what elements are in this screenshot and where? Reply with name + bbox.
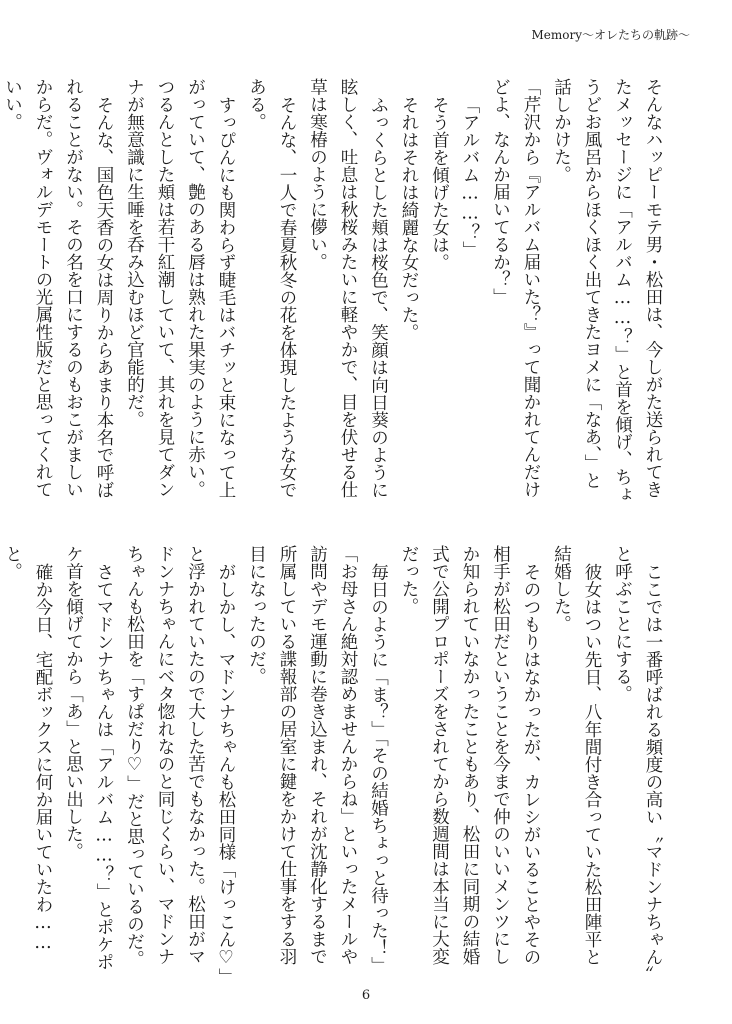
paragraph: そう首を傾げた女は。 xyxy=(429,95,450,271)
paragraph: ここでは一番呼ばれる頻度の高い〝マドンナちゃん〟と呼ぶことにする。 xyxy=(612,545,663,974)
dialogue-line: 「芹沢から『アルバム届いた？』って聞かれてんだけどよ、なんか届いてるか？」 xyxy=(490,78,541,498)
paragraph: 毎日のように「ま？」「その結婚ちょっと待った！」「お母さん絶対認めませんからね」といったメールや訪問やデモ運動に巻き込まれ、それが沈静化するまで所属している諜報部の居室に鍵をかけて仕事をする羽目になったのだ。 xyxy=(246,545,389,974)
paragraph: それはそれは綺麗な女だった。 xyxy=(399,95,419,341)
paragraph: すっぴんにも関わらず睫毛はバチッと束になって上がっていて、艶のある唇は熟れた果実のように赤い。つるんとした頬は若干紅潮していて、其れを見てダンナが無意識に生唾を呑み込むほど官能的だ。 xyxy=(124,78,236,498)
paragraph: さてマドンナちゃんは「アルバム……？」とポケポケ首を傾げてから「あ」と思い出した。 xyxy=(63,545,114,970)
paragraph: そんな、一人で春夏秋冬の花を体現したような女である。 xyxy=(246,78,297,498)
paragraph: そのつもりはなかったが、カレシがいることやその相手が松田だということを今まで仲のいいメンツにしか知られていなかったこともあり、松田に同期の結婚式で公開プロポーズをされてから数週間は本当に大変だった。 xyxy=(399,545,541,965)
paragraph: 彼女はつい先日、八年間付き合っていた松田陣平と結婚した。 xyxy=(551,545,602,965)
paragraph: ふっくらとした頬は桜色で、笑顔は向日葵のように眩しく、吐息は秋桜みたいに軽やかで、目を伏せる仕草は寒椿のように儚い。 xyxy=(307,78,389,498)
paragraph: がしかし、マドンナちゃんも松田同様「けっこん♡」と浮かれていたので大した苦でもなかった。松田がマドンナちゃんにベタ惚れなのと同じくらい、マドンナちゃんも松田を「すぱだり♡」だと思っているのだ。 xyxy=(124,545,236,977)
lower-text-column xyxy=(2,545,668,977)
running-header: Memory〜オレたちの軌跡〜 xyxy=(531,28,690,42)
paragraph: 確か今日、宅配ボックスに何か届いていたわ……と。 xyxy=(2,545,53,953)
upper-text-column xyxy=(2,78,668,506)
dialogue-line: 「アルバム……？」 xyxy=(460,95,480,258)
page-number: 6 xyxy=(361,988,371,1003)
paragraph: そんな、国色天香の女は周りからあまり本名で呼ばれることがない。その名を口にするのもおこがましいからだ。ヴォルデモートの光属性版だと思ってくれていい。 xyxy=(2,78,114,498)
paragraph: そんなハッピーモテ男・松田は、今しがた送られてきたメッセージに「アルバム……？」と首を傾げ、ちょうどお風呂からほくほく出てきたヨメに「なあ、」と話しかけた。 xyxy=(551,78,663,503)
